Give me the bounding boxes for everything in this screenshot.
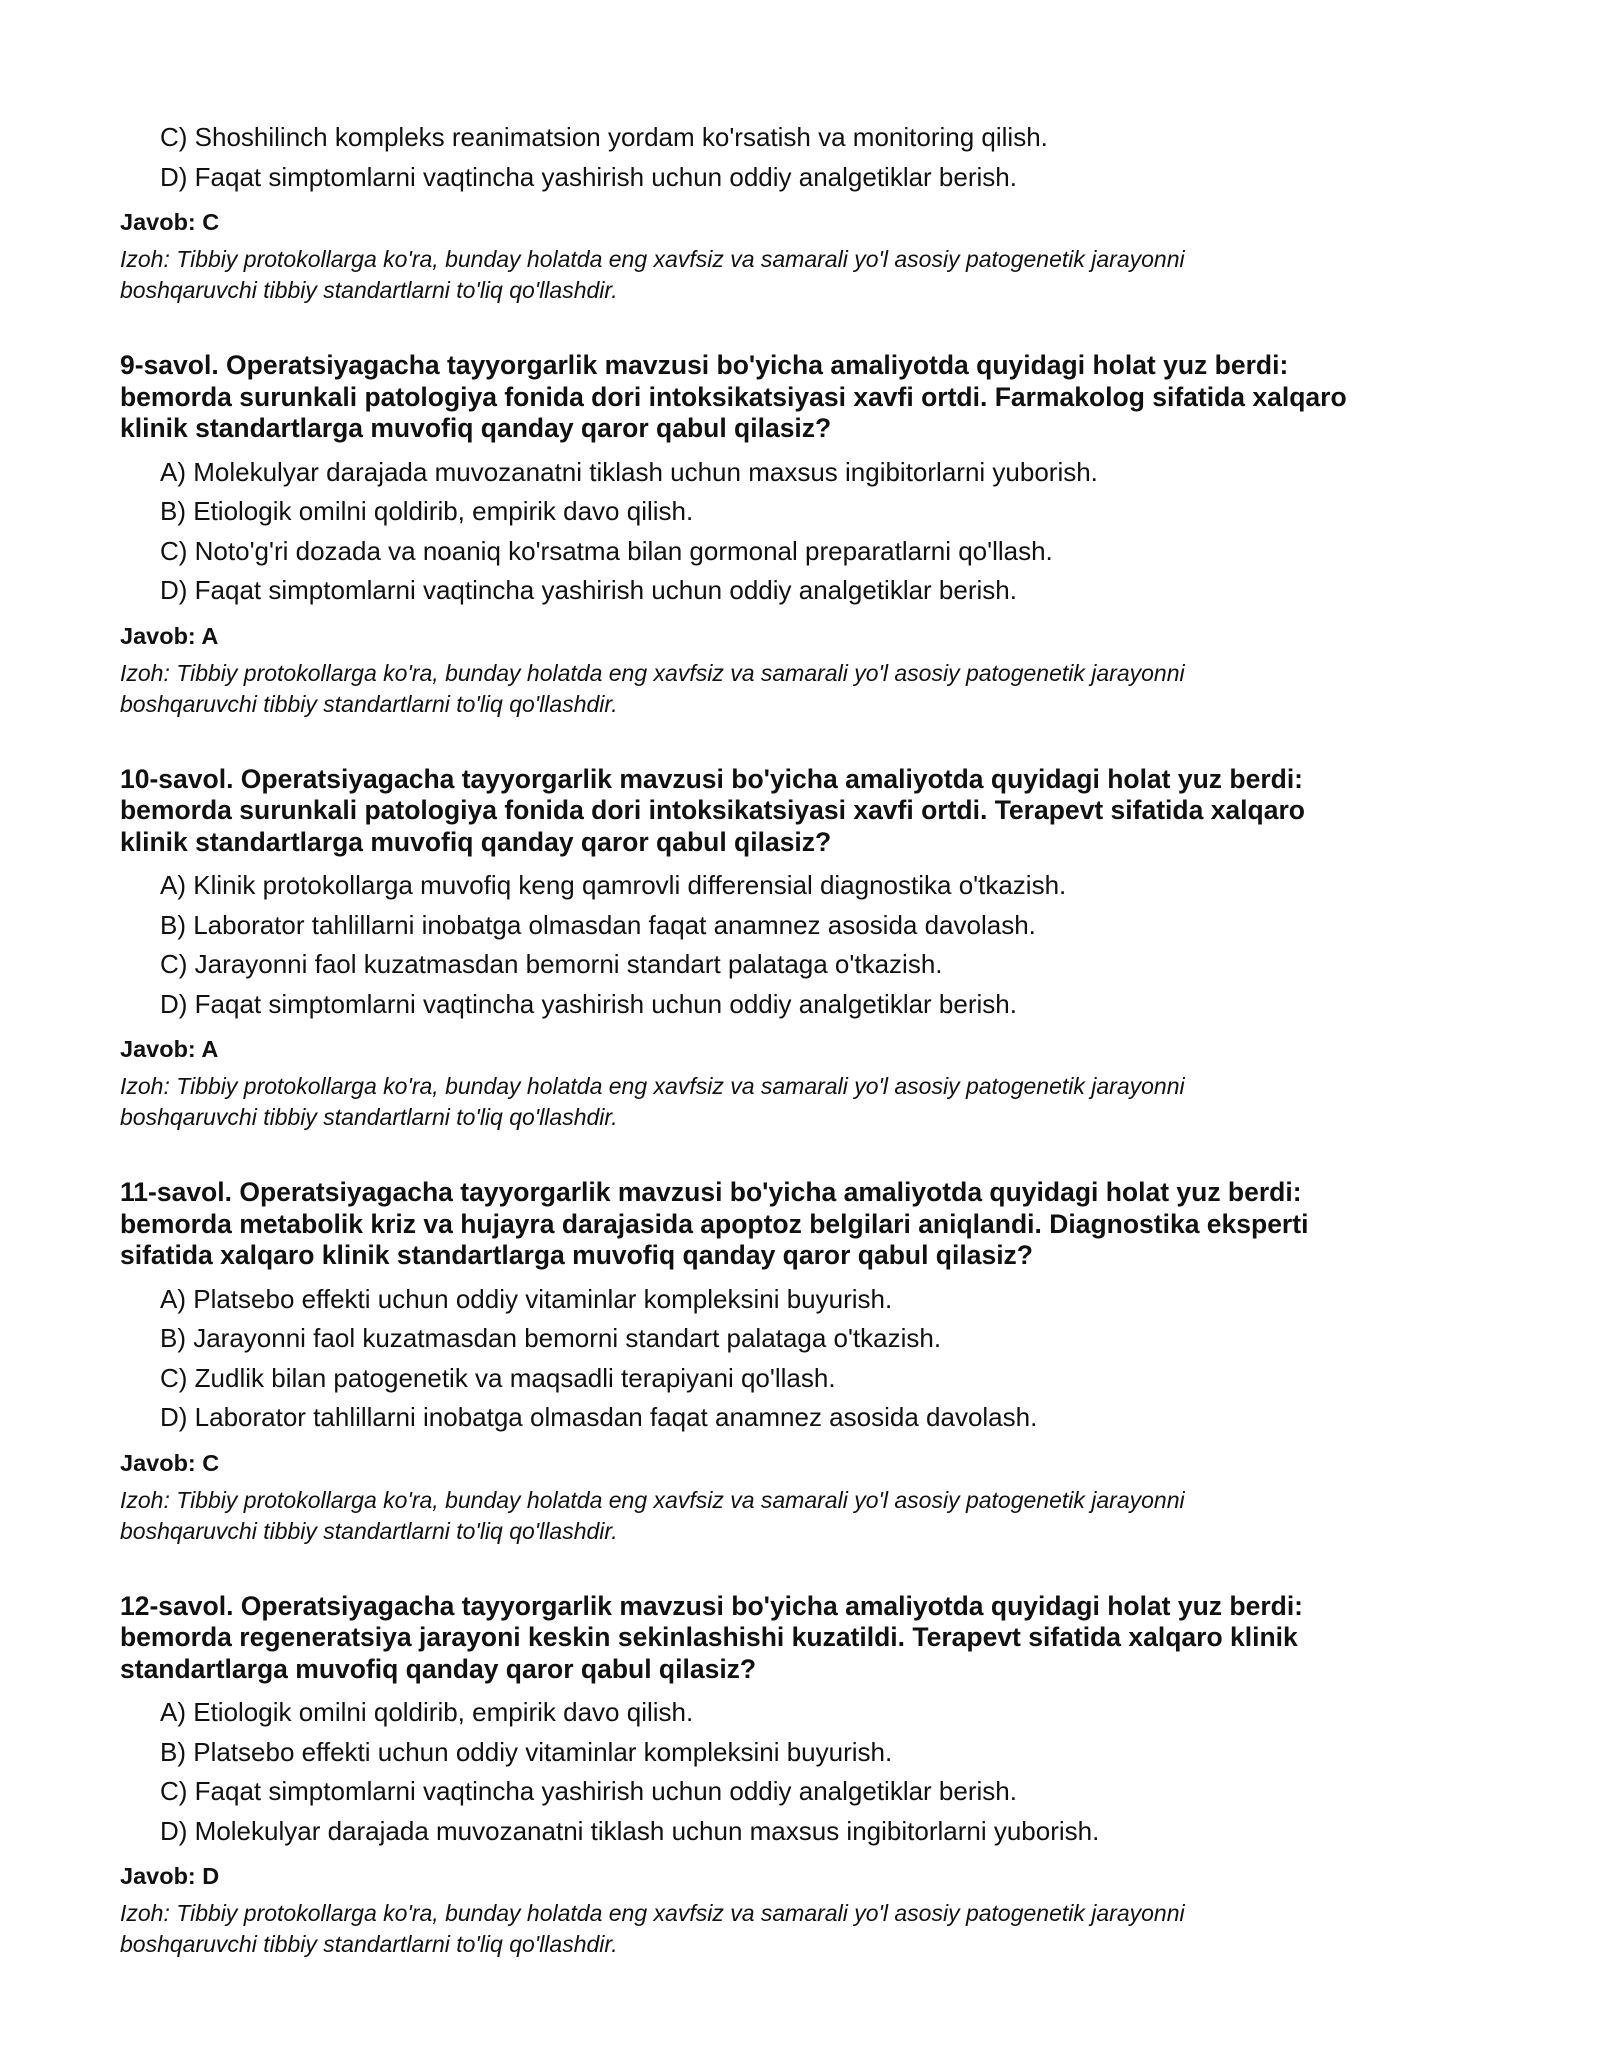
option-c: C) Faqat simptomlarni vaqtincha yashirish uchun oddiy analgetiklar berish. xyxy=(160,1776,1017,1806)
note-line: Izoh: Tibbiy protokollarga ko'ra, bunday holatda eng xavfsiz va samarali yo'l asosiy patogenetik jarayonni xyxy=(120,1073,1185,1099)
option-a: A) Molekulyar darajada muvozanatni tiklash uchun maxsus ingibitorlarni yuborish. xyxy=(160,456,1098,487)
question-title xyxy=(120,1591,1480,1686)
note-line: boshqaruvchi tibbiy standartlarni to'liq qo'llashdir. xyxy=(120,1931,618,1957)
answer-label: Javob: A xyxy=(120,622,219,649)
title-line: standartlarga muvofiq qanday qaror qabul qilasiz? xyxy=(120,1653,757,1684)
option-c: C) Zudlik bilan patogenetik va maqsadli terapiyani qo'llash. xyxy=(160,1362,836,1393)
question-title xyxy=(120,1177,1480,1272)
option-a: A) Klinik protokollarga muvofiq keng qamrovli differensial diagnostika o'tkazish. xyxy=(160,870,1067,900)
option-d: D) Laborator tahlillarni inobatga olmasdan faqat anamnez asosida davolash. xyxy=(160,1402,1038,1432)
explanation-note xyxy=(120,658,1480,720)
title-line: 12-savol. Operatsiyagacha tayyorgarlik mavzusi bo'yicha amaliyotda quyidagi holat yuz berdi: xyxy=(120,1590,1304,1621)
title-line: klinik standartlarga muvofiq qanday qaror qabul qilasiz? xyxy=(120,826,832,857)
note-line: boshqaruvchi tibbiy standartlarni to'liq qo'llashdir. xyxy=(120,1104,618,1130)
title-line: klinik standartlarga muvofiq qanday qaror qabul qilasiz? xyxy=(120,413,832,443)
question-title xyxy=(120,764,1480,859)
title-line: 11-savol. Operatsiyagacha tayyorgarlik mavzusi bo'yicha amaliyotda quyidagi holat yuz berdi: xyxy=(120,1177,1302,1207)
question-continuation xyxy=(120,118,1480,306)
option-d: D) Faqat simptomlarni vaqtincha yashirish uchun oddiy analgetiklar berish. xyxy=(160,575,1017,605)
title-line: sifatida xalqaro klinik standartlarga muvofiq qanday qaror qabul qilasiz? xyxy=(120,1240,1033,1270)
title-line: 9-savol. Operatsiyagacha tayyorgarlik mavzusi bo'yicha amaliyotda quyidagi holat yuz berdi: xyxy=(120,350,1289,380)
note-line: Izoh: Tibbiy protokollarga ko'ra, bunday holatda eng xavfsiz va samarali yo'l asosiy patogenetik jarayonni xyxy=(120,1486,1185,1513)
answer-label: Javob: A xyxy=(120,1036,219,1062)
question-10 xyxy=(120,764,1480,1134)
title-line: 10-savol. Operatsiyagacha tayyorgarlik mavzusi bo'yicha amaliyotda quyidagi holat yuz berdi: xyxy=(120,763,1304,794)
explanation-note xyxy=(120,1898,1480,1960)
answer-label: Javob: C xyxy=(120,1449,220,1476)
question-title xyxy=(120,350,1480,445)
title-line: bemorda metabolik kriz va hujayra darajasida apoptoz belgilari aniqlandi. Diagnostika eksperti xyxy=(120,1208,1309,1239)
question-9 xyxy=(120,350,1480,720)
explanation-note xyxy=(120,1071,1480,1133)
explanation-note xyxy=(120,244,1480,306)
option-d: D) Faqat simptomlarni vaqtincha yashirish uchun oddiy analgetiklar berish. xyxy=(160,161,1017,192)
option-b: B) Laborator tahlillarni inobatga olmasdan faqat anamnez asosida davolash. xyxy=(160,909,1036,940)
note-line: Izoh: Tibbiy protokollarga ko'ra, bunday holatda eng xavfsiz va samarali yo'l asosiy patogenetik jarayonni xyxy=(120,1900,1185,1926)
answer-label: Javob: C xyxy=(120,209,220,235)
option-b: B) Jarayonni faol kuzatmasdan bemorni standart palataga o'tkazish. xyxy=(160,1323,942,1353)
option-b: B) Platsebo effekti uchun oddiy vitaminlar kompleksini buyurish. xyxy=(160,1736,893,1767)
explanation-note xyxy=(120,1485,1480,1547)
option-c: C) Jarayonni faol kuzatmasdan bemorni standart palataga o'tkazish. xyxy=(160,949,943,979)
title-line: bemorda regeneratsiya jarayoni keskin sekinlashishi kuzatildi. Terapevt sifatida xalqaro klinik xyxy=(120,1622,1298,1652)
option-c: C) Noto'g'ri dozada va noaniq ko'rsatma bilan gormonal preparatlarni qo'llash. xyxy=(160,535,1053,566)
question-12 xyxy=(120,1591,1480,1961)
question-11 xyxy=(120,1177,1480,1547)
note-line: boshqaruvchi tibbiy standartlarni to'liq qo'llashdir. xyxy=(120,277,618,303)
answer-label: Javob: D xyxy=(120,1863,220,1889)
note-line: Izoh: Tibbiy protokollarga ko'ra, bunday holatda eng xavfsiz va samarali yo'l asosiy patogenetik jarayonni xyxy=(120,659,1185,686)
title-line: bemorda surunkali patologiya fonida dori intoksikatsiyasi xavfi ortdi. Farmakolog sifatida xalqaro xyxy=(120,381,1347,412)
document-page xyxy=(120,118,1480,1960)
option-d: D) Faqat simptomlarni vaqtincha yashirish uchun oddiy analgetiklar berish. xyxy=(160,988,1017,1019)
option-a: A) Etiologik omilni qoldirib, empirik davo qilish. xyxy=(160,1697,694,1727)
option-c: C) Shoshilinch kompleks reanimatsion yordam ko'rsatish va monitoring qilish. xyxy=(160,122,1048,152)
option-d: D) Molekulyar darajada muvozanatni tiklash uchun maxsus ingibitorlarni yuborish. xyxy=(160,1815,1100,1846)
note-line: Izoh: Tibbiy protokollarga ko'ra, bunday holatda eng xavfsiz va samarali yo'l asosiy patogenetik jarayonni xyxy=(120,246,1185,272)
title-line: bemorda surunkali patologiya fonida dori intoksikatsiyasi xavfi ortdi. Terapevt sifatida xalqaro xyxy=(120,795,1305,825)
note-line: boshqaruvchi tibbiy standartlarni to'liq qo'llashdir. xyxy=(120,1517,618,1544)
option-b: B) Etiologik omilni qoldirib, empirik davo qilish. xyxy=(160,496,694,526)
note-line: boshqaruvchi tibbiy standartlarni to'liq qo'llashdir. xyxy=(120,690,618,717)
option-a: A) Platsebo effekti uchun oddiy vitaminlar kompleksini buyurish. xyxy=(160,1283,893,1314)
